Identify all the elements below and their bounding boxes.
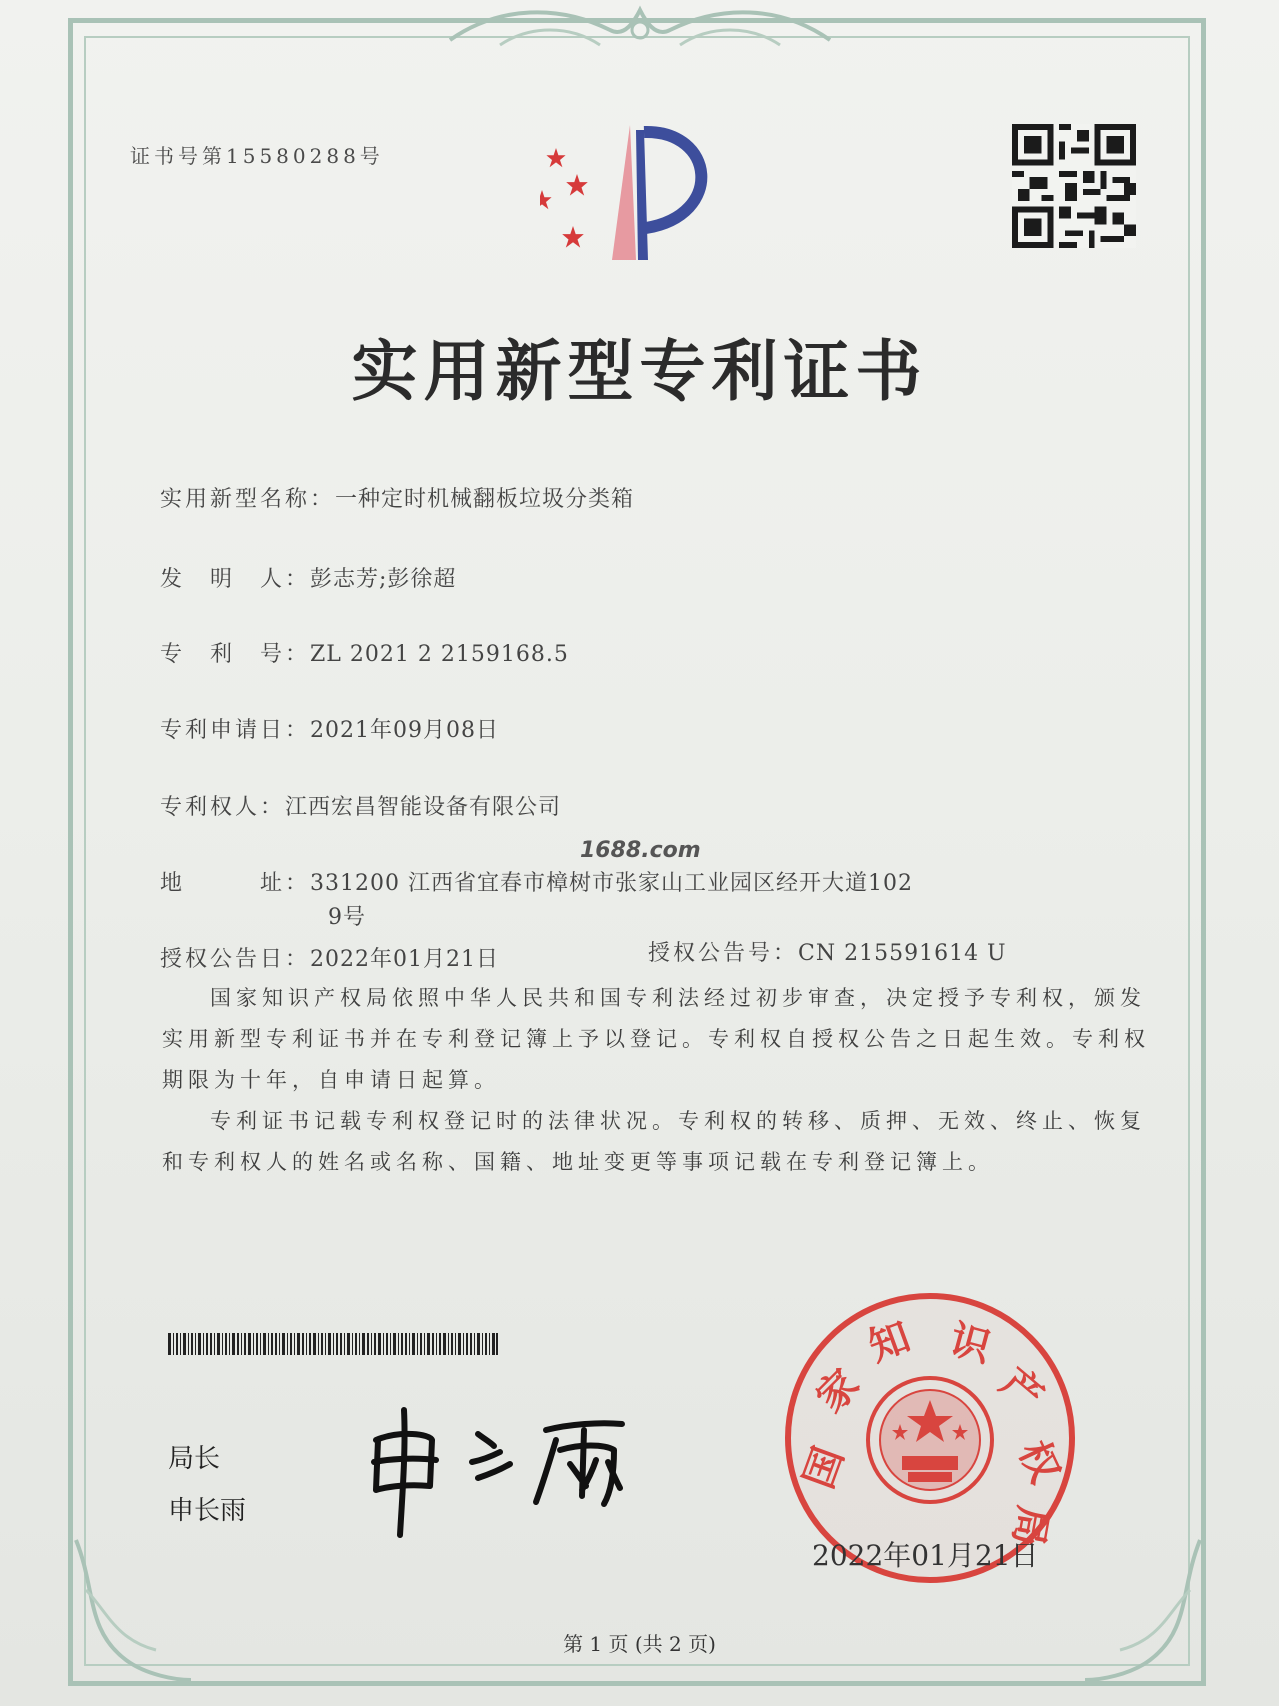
address-row-continued — [328, 900, 366, 931]
grant-date-label: 授权公告日： — [160, 947, 311, 972]
body-paragraph-1: 国家知识产权局依照中华人民共和国专利法经过初步审查，决定授予专利权，颁发实用新型专利证书并在专利登记簿上予以登记。专利权自授权公告之日起生效。专利权期限为十年，自申请日起算。 — [162, 986, 1150, 1092]
director-signature — [360, 1400, 660, 1540]
svg-text:权: 权 — [1009, 1433, 1069, 1490]
address-label: 地 址： — [160, 871, 311, 896]
svg-text:家: 家 — [807, 1360, 869, 1422]
official-title: 局长 — [168, 1444, 221, 1474]
top-ornament — [440, 0, 840, 60]
official-name: 申长雨 — [168, 1496, 247, 1526]
barcode — [168, 1333, 498, 1355]
patent-number-value: ZL 2021 2 2159168.5 — [310, 642, 569, 667]
bottom-left-ornament — [66, 1530, 196, 1690]
certificate-title: 实用新型专利证书 — [351, 332, 928, 410]
grant-number-value: CN 215591614 U — [798, 941, 1007, 966]
grant-number-row — [648, 936, 1007, 967]
address-value-line1: 331200 江西省宜春市樟树市张家山工业园区经开大道102 — [310, 871, 913, 896]
utility-model-name-value: 一种定时机械翻板垃圾分类箱 — [335, 487, 635, 512]
qr-code — [1012, 124, 1136, 248]
filing-date-value: 2021年09月08日 — [310, 718, 499, 743]
grant-date-value: 2022年01月21日 — [310, 947, 499, 972]
patentee-value: 江西宏昌智能设备有限公司 — [285, 795, 562, 820]
filing-date-label: 专利申请日： — [160, 718, 311, 743]
svg-text:识: 识 — [944, 1315, 996, 1372]
watermark: 1688.com — [580, 838, 701, 863]
patent-number-row — [160, 637, 569, 668]
inventor-row — [160, 562, 456, 593]
page-number: 第 1 页 (共 2 页) — [563, 1632, 716, 1656]
grant-date-row — [160, 942, 499, 973]
inventor-label: 发 明 人： — [160, 567, 311, 592]
utility-model-name-label: 实用新型名称： — [160, 487, 336, 512]
svg-text:局: 局 — [1003, 1502, 1058, 1550]
svg-text:产: 产 — [991, 1358, 1053, 1421]
grant-number-label: 授权公告号： — [648, 941, 799, 966]
certificate-number: 证书号第15580288号 — [130, 144, 384, 168]
filing-date-row — [160, 713, 499, 744]
address-value-line2: 9号 — [328, 905, 366, 930]
seal-date: 2022年01月21日 — [812, 1539, 1039, 1572]
patentee-label: 专利权人： — [160, 795, 286, 820]
certificate-body — [162, 978, 1152, 1183]
bottom-right-ornament — [1080, 1530, 1210, 1690]
svg-text:国: 国 — [795, 1440, 853, 1495]
svg-text:知: 知 — [862, 1312, 917, 1371]
address-row — [160, 866, 913, 897]
utility-model-name-row — [160, 482, 634, 513]
body-paragraph-2: 专利证书记载专利权登记时的法律状况。专利权的转移、质押、无效、终止、恢复和专利权人的姓名或名称、国籍、地址变更等事项记载在专利登记簿上。 — [162, 1109, 1146, 1174]
patent-number-label: 专 利 号： — [160, 642, 311, 667]
cnipa-logo — [540, 120, 740, 270]
inventor-value: 彭志芳;彭徐超 — [310, 567, 457, 592]
patentee-row — [160, 790, 561, 821]
